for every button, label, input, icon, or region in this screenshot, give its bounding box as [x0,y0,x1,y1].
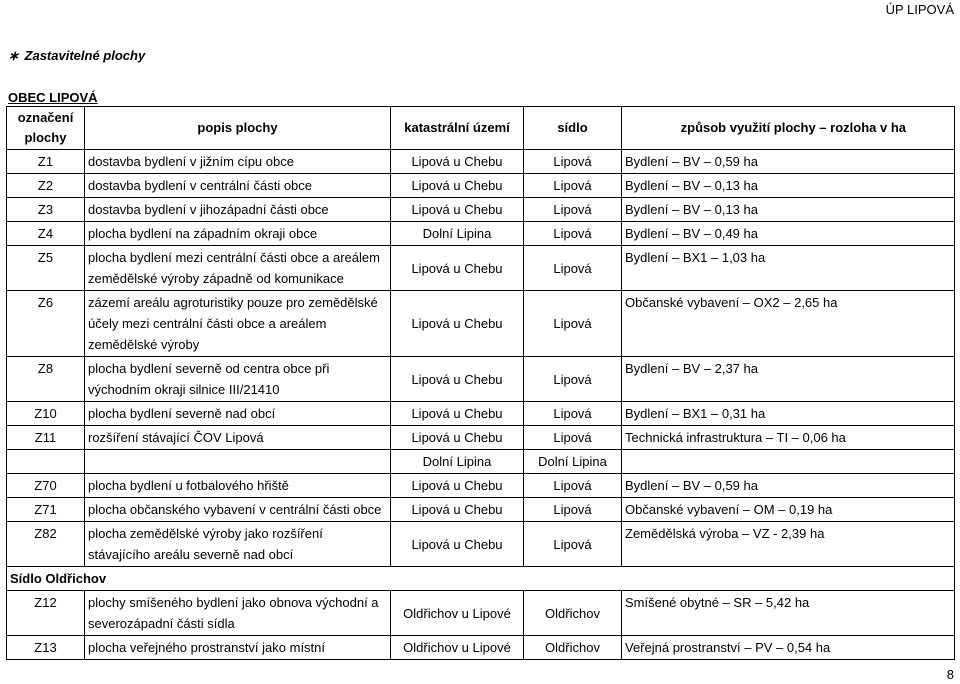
cadastral-area: Lipová u Chebu [391,402,524,426]
zone-description: plocha bydlení u fotbalového hřiště [85,474,391,498]
cadastral-area: Lipová u Chebu [391,150,524,174]
usage-area: Občanské vybavení – OM – 0,19 ha [622,498,955,522]
table-row [7,246,955,291]
settlement: Lipová [524,426,622,450]
table-row [7,357,955,402]
obec-title: OBEC LIPOVÁ [8,90,98,105]
usage-area: Bydlení – BX1 – 1,03 ha [622,246,955,291]
usage-area: Bydlení – BV – 0,49 ha [622,222,955,246]
cadastral-area: Lipová u Chebu [391,426,524,450]
col-header-cadastral: katastrální území [391,107,524,150]
table-row [7,498,955,522]
section-title-text: Zastavitelné plochy [24,48,146,63]
table-row [7,291,955,357]
col-header-seat: sídlo [524,107,622,150]
usage-area: Technická infrastruktura – TI – 0,06 ha [622,426,955,450]
col-header-code: označení plochy [7,107,85,150]
section-title [8,48,145,64]
table-row [7,474,955,498]
settlement: Lipová [524,246,622,291]
zone-description: plocha bydlení severně od centra obce při východním okraji silnice III/21410 [85,357,391,402]
cadastral-area: Lipová u Chebu [391,498,524,522]
zones-table [6,106,955,660]
bullet-icon: ∗ [8,48,19,63]
zone-description: plocha zemědělské výroby jako rozšíření stávajícího areálu severně nad obcí [85,522,391,567]
page-number: 8 [946,667,954,682]
zone-description: zázemí areálu agroturistiky pouze pro zemědělské účely mezi centrální části obce a areálem zemědělské výroby [85,291,391,357]
settlement: Lipová [524,222,622,246]
zone-description: plocha občanského vybavení v centrální části obce [85,498,391,522]
table-row [7,150,955,174]
zone-code: Z2 [7,174,85,198]
group-row [7,567,955,591]
usage-area: Zemědělská výroba – VZ - 2,39 ha [622,522,955,567]
zone-code: Z4 [7,222,85,246]
table-row [7,174,955,198]
table-row [7,426,955,450]
settlement: Oldřichov [524,591,622,636]
usage-area: Občanské vybavení – OX2 – 2,65 ha [622,291,955,357]
zone-code: Z12 [7,591,85,636]
document-header: ÚP LIPOVÁ [885,2,954,17]
usage-area: Bydlení – BV – 0,59 ha [622,150,955,174]
table-row [7,450,955,474]
usage-area: Smíšené obytné – SR – 5,42 ha [622,591,955,636]
zone-description [85,450,391,474]
zone-description: plocha bydlení severně nad obcí [85,402,391,426]
zone-description: dostavba bydlení v centrální části obce [85,174,391,198]
table-row [7,522,955,567]
zone-code: Z11 [7,426,85,450]
zone-code: Z8 [7,357,85,402]
col-header-desc: popis plochy [85,107,391,150]
table-row [7,198,955,222]
zone-description: plocha veřejného prostranství jako místní [85,636,391,660]
usage-area: Bydlení – BX1 – 0,31 ha [622,402,955,426]
cadastral-area: Lipová u Chebu [391,474,524,498]
zone-code: Z71 [7,498,85,522]
settlement: Lipová [524,150,622,174]
cadastral-area: Lipová u Chebu [391,522,524,567]
table-row [7,222,955,246]
usage-area: Bydlení – BV – 0,13 ha [622,198,955,222]
settlement: Lipová [524,522,622,567]
usage-area: Bydlení – BV – 2,37 ha [622,357,955,402]
settlement: Lipová [524,174,622,198]
settlement: Lipová [524,198,622,222]
zone-code: Z3 [7,198,85,222]
zone-code: Z82 [7,522,85,567]
usage-area: Veřejná prostranství – PV – 0,54 ha [622,636,955,660]
zone-description: plocha bydlení mezi centrální části obce a areálem zemědělské výroby západně od komunikace [85,246,391,291]
zone-description: dostavba bydlení v jihozápadní části obce [85,198,391,222]
table-header-row [7,107,955,150]
table-row [7,636,955,660]
settlement: Oldřichov [524,636,622,660]
settlement: Dolní Lipina [524,450,622,474]
cadastral-area: Lipová u Chebu [391,357,524,402]
table-row [7,402,955,426]
settlement: Lipová [524,291,622,357]
cadastral-area: Lipová u Chebu [391,174,524,198]
zone-description: plochy smíšeného bydlení jako obnova východní a severozápadní části sídla [85,591,391,636]
usage-area: Bydlení – BV – 0,59 ha [622,474,955,498]
cadastral-area: Dolní Lipina [391,222,524,246]
settlement: Lipová [524,474,622,498]
zone-code: Z1 [7,150,85,174]
group-title: Sídlo Oldřichov [7,567,955,591]
zone-code [7,450,85,474]
zone-code: Z6 [7,291,85,357]
settlement: Lipová [524,498,622,522]
table-row [7,591,955,636]
usage-area [622,450,955,474]
cadastral-area: Oldřichov u Lipové [391,636,524,660]
col-header-usage: způsob využití plochy – rozloha v ha [622,107,955,150]
zone-code: Z70 [7,474,85,498]
usage-area: Bydlení – BV – 0,13 ha [622,174,955,198]
settlement: Lipová [524,402,622,426]
zone-description: dostavba bydlení v jižním cípu obce [85,150,391,174]
cadastral-area: Lipová u Chebu [391,291,524,357]
settlement: Lipová [524,357,622,402]
zone-description: rozšíření stávající ČOV Lipová [85,426,391,450]
cadastral-area: Dolní Lipina [391,450,524,474]
zone-code: Z5 [7,246,85,291]
zone-code: Z13 [7,636,85,660]
zone-description: plocha bydlení na západním okraji obce [85,222,391,246]
cadastral-area: Oldřichov u Lipové [391,591,524,636]
cadastral-area: Lipová u Chebu [391,198,524,222]
zone-code: Z10 [7,402,85,426]
cadastral-area: Lipová u Chebu [391,246,524,291]
